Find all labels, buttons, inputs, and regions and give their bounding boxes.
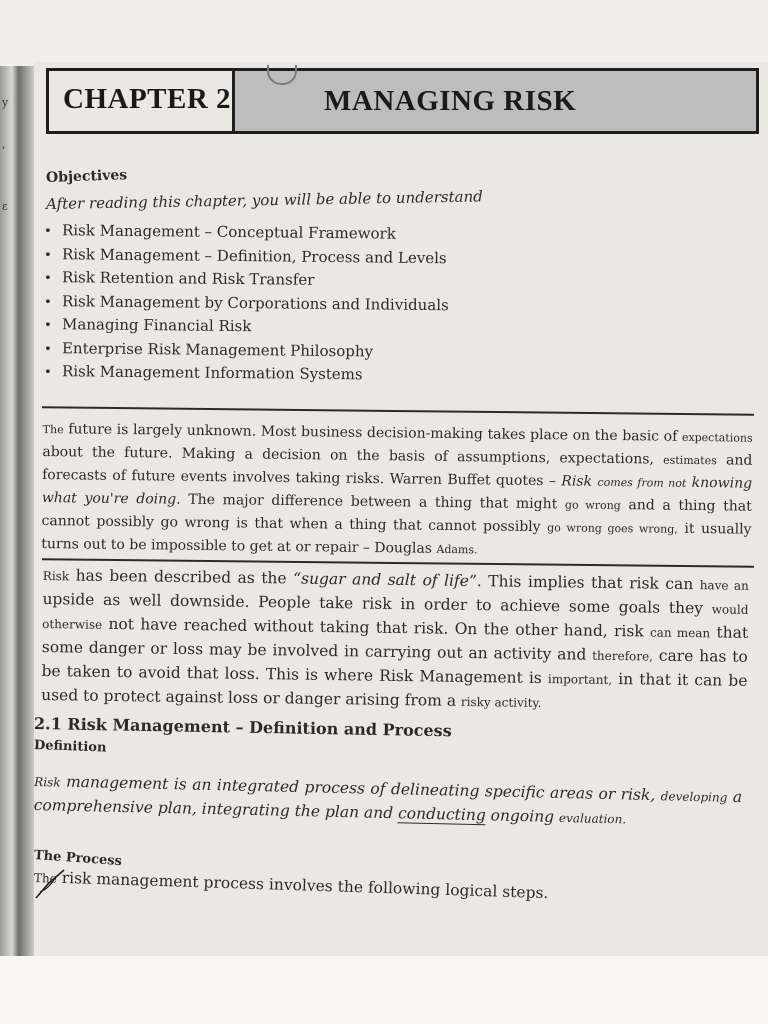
bullet-icon: •	[43, 271, 52, 287]
ring-decoration	[267, 65, 297, 85]
process-text: The risk management process involves the following logical steps.	[33, 868, 549, 903]
chapter-label: CHAPTER 2	[63, 83, 232, 115]
list-item: • Risk Management by Corporations and Individuals	[43, 291, 449, 314]
book-binding	[0, 66, 34, 956]
list-item: • Risk Retention and Risk Transfer	[43, 268, 315, 289]
section-heading: 2.1 Risk Management – Definition and Process	[33, 714, 452, 741]
list-item: • Risk Management – Definition, Process and Levels	[43, 244, 447, 267]
bullet-icon: •	[43, 341, 52, 357]
bullet-icon: •	[43, 365, 52, 381]
opening-quote: The future is largely unknown. Most business decision-making takes place on the basic of expectations about the future. Making a decision on the basis of assumptions, expectations, estimates and forecasts of future events involves taking risks. Warren Buffet quotes – Risk comes from not knowing what you're doing. The major difference between a thing that might go wrong and a thing that cannot possibly go wrong is that when a thing that cannot possibly go wrong goes wrong, it usually turns out to be impossible to get at or repair – Douglas Adams.	[41, 421, 753, 557]
list-item: • Risk Management – Conceptual Framework	[43, 221, 396, 243]
quote-top-rule	[42, 406, 754, 415]
list-item: • Enterprise Risk Management Philosophy	[43, 338, 374, 360]
pen-mark-icon	[34, 862, 74, 902]
chapter-label-box	[49, 71, 235, 131]
edge-mark: y	[2, 96, 9, 109]
bullet-icon: •	[43, 247, 52, 263]
bullet-icon: •	[43, 224, 52, 240]
bullet-icon: •	[43, 294, 52, 310]
list-item: • Managing Financial Risk	[44, 313, 449, 341]
bullet-icon: •	[43, 318, 52, 334]
list-item: • Risk Management Information Systems	[43, 362, 363, 384]
definition-text: Risk management is an integrated process of delineating specific areas or risk, developing a comprehensive plan, integrating the plan and conducting ongoing evaluation.	[33, 772, 743, 827]
intro-paragraph: Risk has been described as the “sugar and salt of life”. This implies that risk can have an upside as well downside. People take risk in order to achieve some goals they would otherwise not have reached without taking that risk. On the other hand, risk can mean that some danger or loss may be involved in carrying out an activity and therefore, care has to be taken to avoid that loss. This is where Risk Management is important, in that it can be used to protect against loss or danger arising from a risky activity.	[41, 566, 749, 710]
objectives-list	[44, 219, 449, 384]
underlined-word: conducting	[397, 804, 486, 825]
process-heading: The Process	[33, 848, 123, 870]
definition-heading: Definition	[33, 738, 107, 756]
edge-mark: ,	[2, 138, 6, 151]
page-margin-bottom	[0, 956, 768, 1024]
objectives-heading: Objectives	[45, 167, 128, 186]
chapter-title: MANAGING RISK	[324, 85, 577, 117]
objectives-intro: After reading this chapter, you will be able to understand	[45, 187, 483, 213]
edge-mark: ε	[2, 200, 8, 213]
book-page	[34, 62, 768, 962]
chapter-header	[46, 68, 759, 134]
